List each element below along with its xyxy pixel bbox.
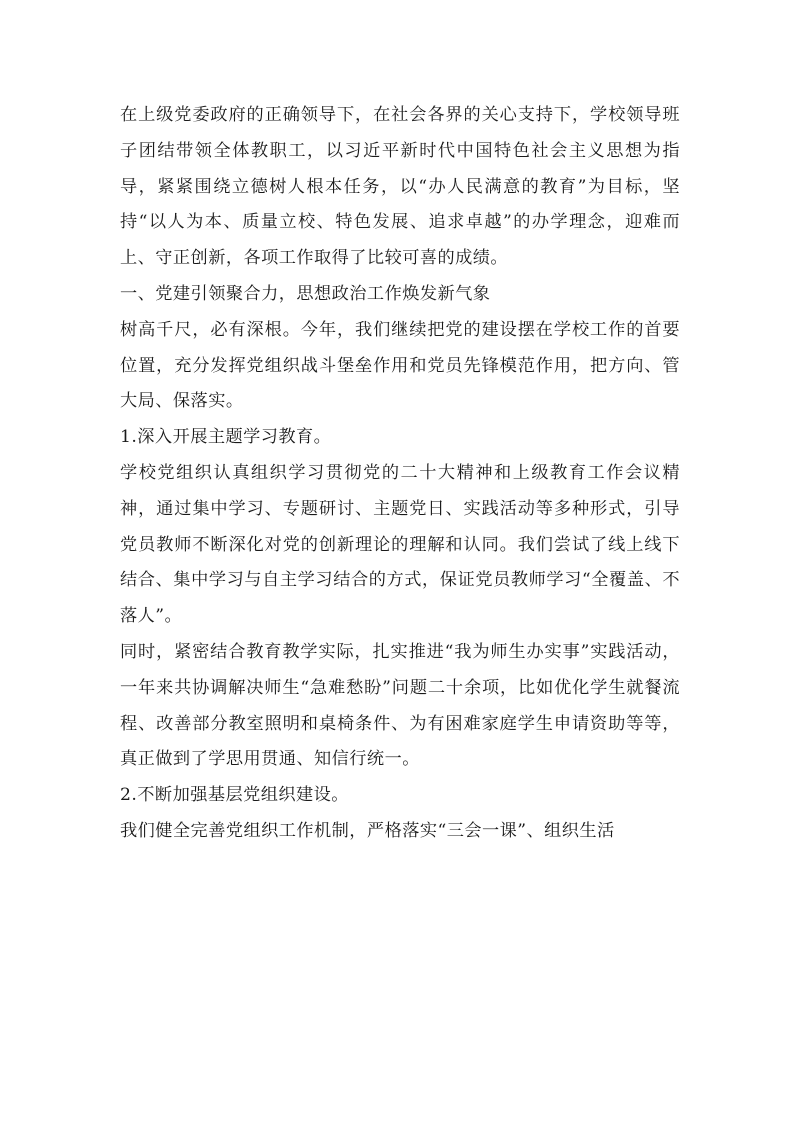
subheading-grassroots-organization: 2.不断加强基层党组织建设。 [120,785,349,806]
intro-paragraph: 在上级党委政府的正确领导下，在社会各界的关心支持下，学校领导班子团结带领全体教职工，以习近平新时代中国特色社会主义思想为指导，紧紧围绕立德树人根本任务，以“办人民满意的教育”为目标，坚持“以人为本、质量立校、特色发展、追求卓越”的办学理念，迎难而上、守正创新，各项工作取得了比较可喜的成绩。 [120,105,680,269]
theme-study-paragraph: 学校党组织认真组织学习贯彻党的二十大精神和上级教育工作会议精神，通过集中学习、专题研讨、主题党日、实践活动等多种形式，引导党员教师不断深化对党的创新理论的理解和认同。我们尝试了线上线下结合、集中学习与自主学习结合的方式，保证党员教师学习“全覆盖、不落人”。 [120,462,680,627]
section-heading-party-building: 一、党建引领聚合力，思想政治工作焕发新气象 [120,283,491,304]
party-building-paragraph: 树高千尺，必有深根。今年，我们继续把党的建设摆在学校工作的首要位置，充分发挥党组织战斗堡垒作用和党员先锋模范作用，把方向、管大局、保落实。 [120,319,680,412]
organization-mechanism-paragraph: 我们健全完善党组织工作机制，严格落实“三会一课”、组织生活 [120,820,615,841]
practice-activity-paragraph: 同时，紧密结合教育教学实际，扎实推进“我为师生办实事”实践活动，一年来共协调解决师生“急难愁盼”问题二十余项，比如优化学生就餐流程、改善部分教室照明和桌椅条件、为有困难家庭学生申请资助等等，真正做到了学思用贯通、知信行统一。 [120,641,680,770]
subheading-theme-study: 1.深入开展主题学习教育。 [120,427,332,448]
document-page [120,98,680,850]
